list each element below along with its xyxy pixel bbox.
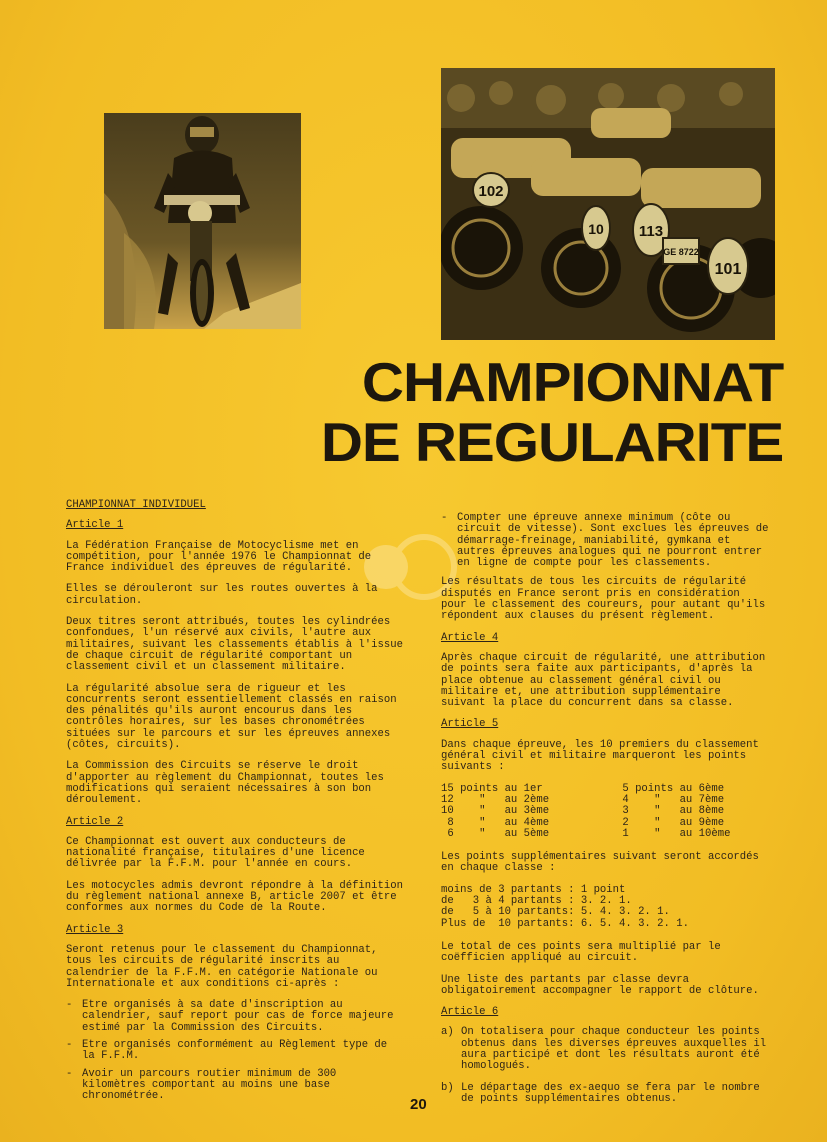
table-cell: 5 points au 6ème (616, 782, 725, 795)
list-item: de 5 à 10 partants: 5. 4. 3. 2. 1. (441, 906, 670, 919)
title-line-1: CHAMPIONNAT (361, 351, 783, 413)
list-item-text: Etre organisés à sa date d'inscription au calendrier, sauf report pour cas de force majeure estimé par la Commission des Circuits. (82, 999, 394, 1034)
article-1-paragraph: La régularité absolue sera de rigueur et les concurrents seront essentiellement classés en raison des pénalités qu'ils auront encourus dans les contrôles horaires, sur les bases chronométrées situées sur le parcours et sur les épreuves annexes (côtes, circuits). (66, 682, 397, 752)
list-marker: a) (441, 1026, 454, 1039)
table-cell: 6 " au 5ème (441, 827, 550, 840)
list-item-text: Etre organisés conformément au Règlement type de la F.F.M. (82, 1038, 388, 1063)
table-cell: 10 " au 3ème (441, 805, 550, 818)
article-1-paragraph: La Commission des Circuits se réserve le droit d'apporter au règlement du Championnat, toutes les modifications qui seraient nécessaires à son bon déroulement. (66, 760, 384, 807)
right-column (441, 513, 771, 1111)
article-1-paragraph: La Fédération Française de Motocyclisme met en compétition, pour l'année 1976 le Championnat de France individuel des épreuves de régularité. (66, 539, 372, 575)
table-cell: 15 points au 1er (441, 782, 543, 795)
table-cell: 8 " au 4ème (441, 816, 550, 829)
article-1-paragraph: Elles se dérouleront sur les routes ouvertes à la circulation. (66, 583, 378, 607)
list-item: de 3 à 4 partants : 3. 2. 1. (441, 895, 632, 908)
table-cell: 4 " au 7ème (616, 793, 725, 806)
page-number: 20 (410, 1096, 427, 1113)
partants-list (441, 885, 771, 930)
bike-number-2: 113 (638, 223, 664, 240)
article-1-heading: Article 1 (66, 519, 124, 532)
article-3-paragraph: Seront retenus pour le classement du Championnat, tous les circuits de régularité inscrits au calendrier de la F.F.M. en catégorie Nationale ou Internationale et aux conditions ci-après : (66, 943, 378, 990)
title-line-2: DE REGULARITE (320, 411, 783, 473)
article-2-paragraph: Les motocycles admis devront répondre à la définition du règlement national annexe B, article 2007 et être conformes aux normes du Code de la Route. (66, 879, 403, 915)
article-5-paragraph: Dans chaque épreuve, les 10 premiers du classement général civil et militaire marqueront les points suivants : (441, 738, 759, 774)
table-cell: 3 " au 8ème (616, 805, 725, 818)
results-paragraph: Les résultats de tous les circuits de régularité disputés en France seront pris en considération pour le classement des coureurs, pour autant qu'ils répondent aux clauses du présent règlement. (441, 576, 766, 623)
page-title (321, 352, 783, 472)
bike-number-4: 10 (588, 221, 604, 237)
table-row (441, 806, 771, 817)
article-6-heading: Article 6 (441, 1006, 499, 1019)
bike-number-1: 102 (478, 183, 504, 200)
section-heading: CHAMPIONNAT INDIVIDUEL (66, 499, 206, 511)
table-row (441, 829, 771, 840)
article-2-heading: Article 2 (66, 815, 124, 828)
article-5-heading: Article 5 (441, 718, 499, 731)
bullet-dash: - (441, 512, 448, 524)
article-5-paragraph: Une liste des partants par classe devra obligatoirement accompagner le rapport de clôture. (441, 973, 759, 997)
list-marker: b) (441, 1081, 454, 1094)
list-item-text: Avoir un parcours routier minimum de 300 kilomètres comportant au moins une base chronométrée. (82, 1067, 337, 1103)
table-cell: 12 " au 2ème (441, 793, 550, 806)
points-table (441, 784, 771, 840)
article-4-paragraph: Après chaque circuit de régularité, une attribution de points sera faite aux participants, d'après la place obtenue au classement général civil ou militaire et, une attribution supplémentaire suivant la place du concurrent dans sa classe. (441, 651, 766, 710)
article-5-paragraph: Le total de ces points sera multiplié par le coëfficien appliqué au circuit. (441, 940, 721, 965)
bullet-dash: - (66, 1067, 73, 1080)
bike-number-3: 101 (714, 261, 742, 278)
rider-photo (104, 113, 301, 329)
list-item (66, 1040, 404, 1063)
left-column (66, 500, 404, 1108)
list-item: moins de 3 partants : 1 point (441, 883, 626, 896)
list-item-text: On totalisera pour chaque conducteur les points obtenus dans les diverses épreuves auxquelles il aura participé et dont les résultats auront été homologués. (461, 1026, 767, 1073)
list-item-text: Le départage des ex-aequo se fera par le nombre de points supplémentaires obtenus. (461, 1081, 760, 1105)
article-5-paragraph: Les points supplémentaires suivant seront accordés en chaque classe : (441, 851, 759, 875)
article-1-paragraph: Deux titres seront attribués, toutes les cylindrées confondues, l'un réservé aux civils, l'autre aux militaires, suivant les classements établis à l'issue de chaque circuit de régularité comportant un classement civil et un classement militaire. (66, 616, 403, 674)
bike-plate: GE 8722 (663, 247, 699, 257)
list-item (66, 1069, 404, 1103)
list-item (441, 513, 771, 569)
bullet-dash: - (66, 999, 73, 1012)
bullet-dash: - (66, 1038, 73, 1051)
list-item (66, 1000, 404, 1034)
article-4-heading: Article 4 (441, 631, 499, 644)
table-cell: 1 " au 10ème (616, 827, 731, 840)
list-item: Plus de 10 partants: 6. 5. 4. 3. 2. 1. (441, 917, 689, 930)
list-item-text: Compter une épreuve annexe minimum (côte ou circuit de vitesse). Sont exclues les épreuves de démarrage-freinage, maniabilité, gymkana et autres épreuves analogues qui ne pourront entrer en ligne de compte pour les classements. (457, 512, 769, 570)
list-item (441, 1027, 771, 1072)
article-2-paragraph: Ce Championnat est ouvert aux conducteurs de nationalité française, titulaires d'une licence délivrée par la F.F.M. pour l'année en cours. (66, 835, 365, 871)
table-cell: 2 " au 9ème (616, 816, 725, 829)
motorcycles-photo (441, 68, 775, 340)
list-item (441, 1083, 771, 1106)
article-3-heading: Article 3 (66, 923, 124, 936)
